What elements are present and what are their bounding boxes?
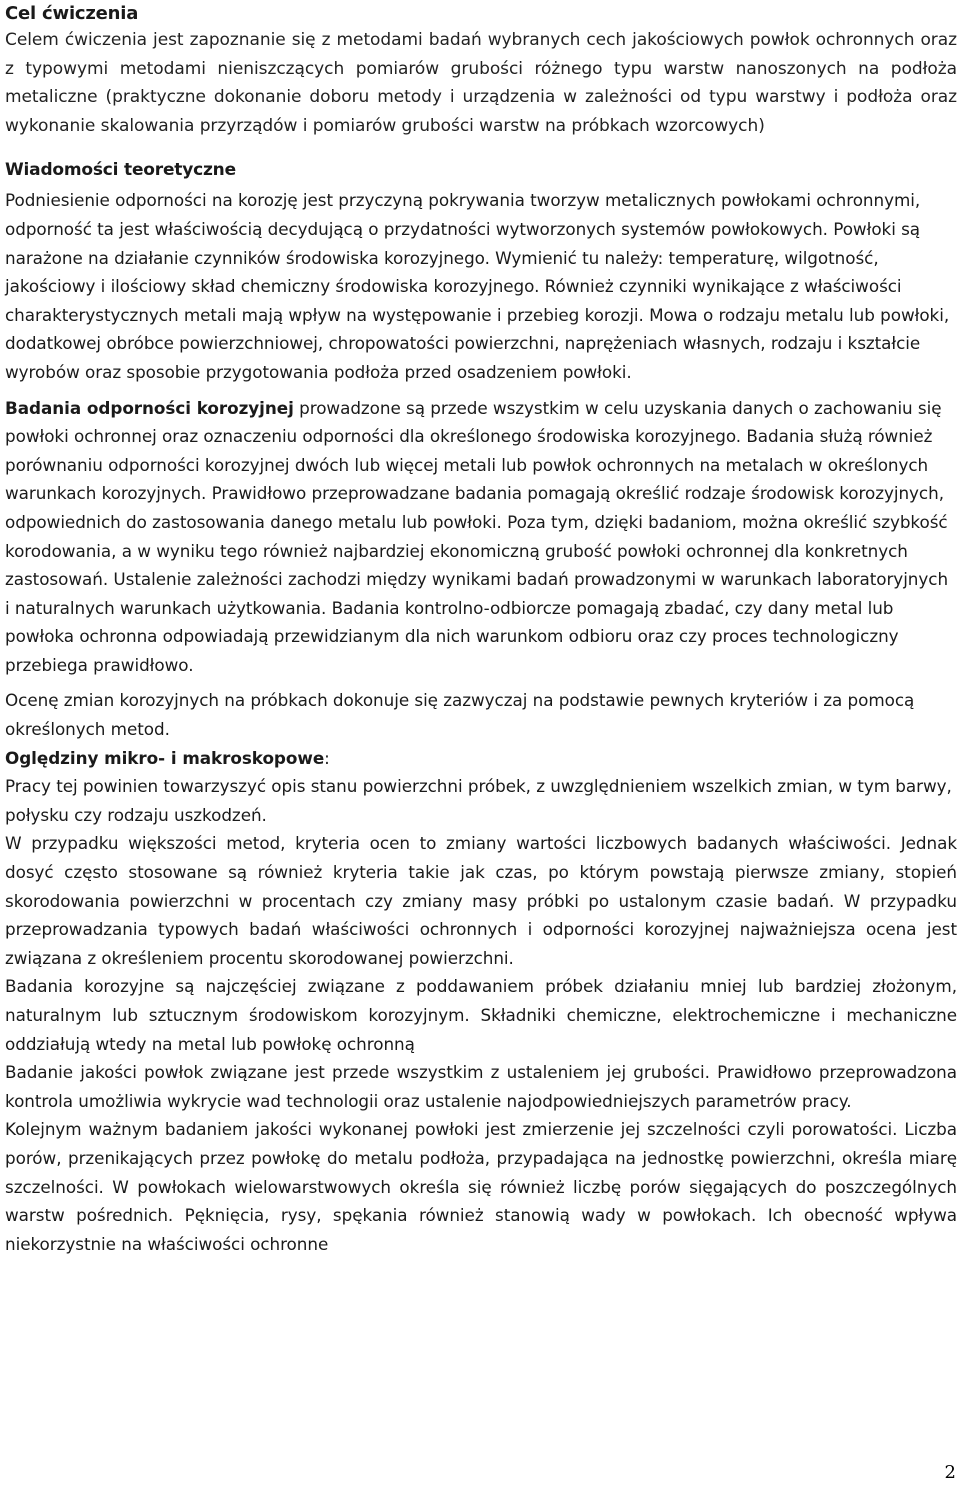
inspection-heading-line: [5, 744, 957, 773]
inspection-paragraph: Pracy tej powinien towarzyszyć opis stanu powierzchni próbek, z uwzględnieniem wszelkich zmian, w tym barwy, połysku czy rodzaju uszkodzeń.: [5, 776, 952, 825]
corrosion-testing-body: prowadzone są przede wszystkim w celu uzyskania danych o zachowaniu się powłoki ochronnej oraz oznaczeniu odporności dla określonego środowiska korozyjnego. Badania służą również porównaniu odporności korozyjnej dwóch lub więcej metali lub powłok ochronnych na metalach w określonych warunkach korozyjnych. Prawidłowo przeprowadzane badania pomagają określić rodzaje środowisk korozyjnych, odpowiednich do zastosowania danego metalu lub powłoki. Poza tym, dzięki badaniom, można określić szybkość korodowania, a w wyniku tego również najbardziej ekonomiczną grubość powłoki ochronnej dla konkretnych zastosowań. Ustalenie zależności zachodzi między wynikami badań prowadzonymi w warunkach laboratoryjnych i naturalnych warunkach użytkowania. Badania kontrolno-odbiorcze pomagają zbadać, czy dany metal lub powłoka ochronna odpowiadają przewidzianym dla nich warunkom odbioru oraz czy proces technologiczny przebiega prawidłowo.: [5, 397, 949, 675]
thickness-paragraph: Badanie jakości powłok związane jest przede wszystkim z ustaleniem jej grubości. Prawidłowo przeprowadzona kontrola umożliwia wykrycie wad technologii oraz ustalenie najodpowiedniejszych parametrów pracy.: [5, 1062, 957, 1111]
exposure-paragraph: Badania korozyjne są najczęściej związane z poddawaniem próbek działaniu mniej lub bardziej złożonym, naturalnym lub sztucznym środowiskom korozyjnym. Składniki chemiczne, elektrochemiczne i mechaniczne oddziałują wtedy na metal lub powłokę ochronną: [5, 976, 957, 1054]
document-page: [5, 0, 957, 1258]
section-heading-theory: Wiadomości teoretyczne: [5, 160, 236, 181]
criteria-paragraph: W przypadku większości metod, kryteria ocen to zmiany wartości liczbowych badanych właściwości. Jednak dosyć często stosowane są również kryteria takie jak czas, po którym powstają pierwsze zmiany, stopień skorodowania powierzchni w procentach czy zmiany masy próbki po ustalonym czasie badań. W przypadku przeprowadzania typowych badań właściwości ochronnych i odporności korozyjnej najważniejsza ocena jest związana z określeniem procentu skorodowanej powierzchni.: [5, 833, 957, 968]
theory-paragraph: Podniesienie odporności na korozję jest przyczyną pokrywania tworzyw metalicznych powłokami ochronnymi, odporność ta jest właściwością decydującą o przydatności wytworzonych systemów powłokowych. Powłoki są narażone na działanie czynników środowiska korozyjnego. Wymienić tu należy: temperaturę, wilgotność, jakościowy i ilościowy skład chemiczny środowiska korozyjnego. Również czynniki wynikające z właściwości charakterystycznych metali mają wpływ na występowanie i przebieg korozji. Mowa o rodzaju metalu lub powłoki, dodatkowej obróbce powierzchniowej, chropowatości powierzchni, naprężeniach własnych, rodzaju i kształcie wyrobów oraz sposobie przygotowania podłoża przed osadzeniem powłoki.: [5, 190, 950, 382]
corrosion-testing-paragraph: [5, 394, 957, 680]
porosity-paragraph: Kolejnym ważnym badaniem jakości wykonanej powłoki jest zmierzenie jej szczelności czyli porowatości. Liczba porów, przenikających przez powłokę do metalu podłoża, przypadająca na jednostkę powierzchni, określa miarę szczelności. W powłokach wielowarstwowych określa się również liczbę porów sięgających do poszczególnych warstw pośrednich. Pęknięcia, rysy, spękania również stanowią wady w powłokach. Ich obecność wpływa niekorzystnie na właściwości ochronne: [5, 1119, 957, 1254]
page-number: 2: [944, 1462, 956, 1483]
corrosion-testing-lead: Badania odporności korozyjnej: [5, 397, 294, 418]
section-heading-aim: Cel ćwiczenia: [5, 3, 139, 24]
aim-section: [5, 26, 957, 140]
inspection-colon: :: [324, 747, 330, 768]
assessment-paragraph: Ocenę zmian korozyjnych na próbkach dokonuje się zazwyczaj na podstawie pewnych kryteriów i za pomocą określonych metod.: [5, 690, 915, 740]
aim-paragraph: Celem ćwiczenia jest zapoznanie się z metodami badań wybranych cech jakościowych powłok ochronnych oraz z typowymi metodami nieniszczących pomiarów grubości różnego typu warstw nanoszonych na podłoża metaliczne (praktyczne dokonanie doboru metody i urządzenia w zależności od typu warstwy i podłoża oraz wykonanie skalowania przyrządów i pomiarów grubości warstw na próbkach wzorcowych): [5, 30, 957, 136]
inspection-lead: Oględziny mikro- i makroskopowe: [5, 747, 325, 768]
